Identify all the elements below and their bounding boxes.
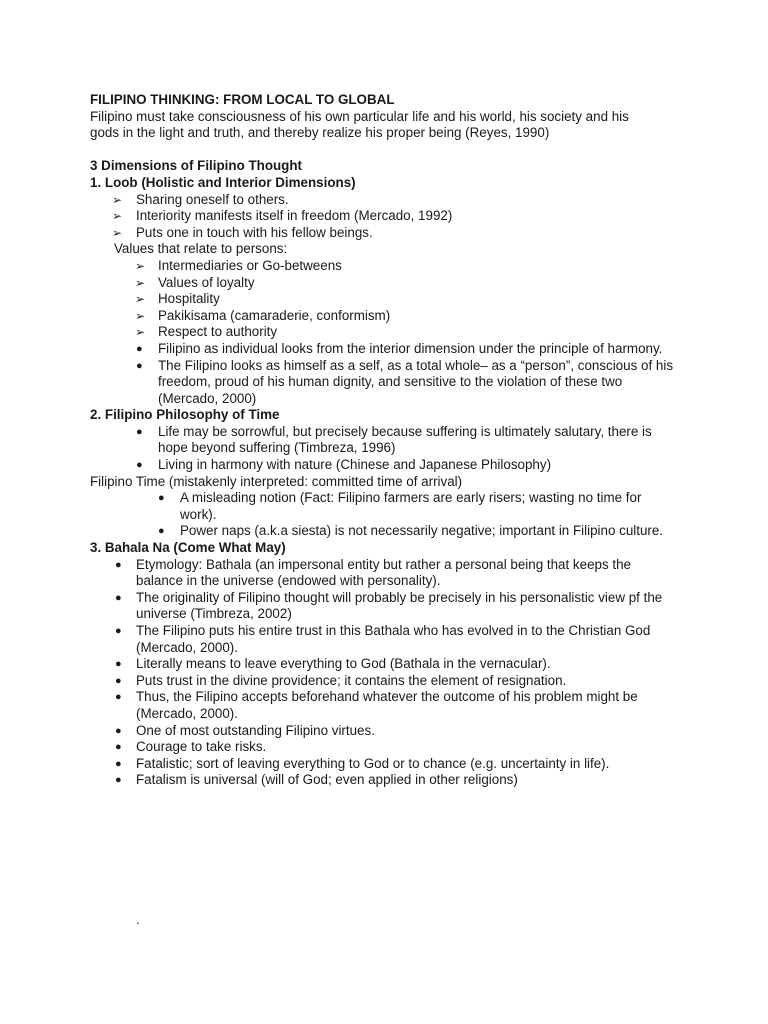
- bullet-dot-icon: ●: [136, 459, 143, 472]
- arrow-bullet-icon: ➢: [135, 275, 146, 290]
- arrow-bullet-icon: ➢: [112, 209, 123, 224]
- list-item: ● Fatalistic; sort of leaving everything to God or to chance (e.g. uncertainty in life).: [115, 755, 610, 771]
- list-item: ● Literally means to leave everything to God (Bathala in the vernacular).: [115, 656, 551, 672]
- bullet-dot-icon: ●: [115, 591, 122, 604]
- list-item: ➢ Pakikisama (camaraderie, conformism): [135, 307, 391, 323]
- arrow-bullet-icon: ➢: [135, 308, 146, 323]
- list-item: ➢ Respect to authority: [135, 324, 278, 340]
- bullet-dot-icon: ●: [136, 425, 143, 438]
- trailing-period: .: [136, 912, 140, 927]
- section-3-heading: 3. Bahala Na (Come What May): [90, 540, 286, 556]
- list-item: ● One of most outstanding Filipino virtues.: [115, 722, 375, 738]
- list-item: ● Fatalism is universal (will of God; even applied in other religions): [115, 772, 518, 788]
- bullet-dot-icon: ●: [115, 558, 122, 571]
- document-title: FILIPINO THINKING: FROM LOCAL TO GLOBAL: [90, 92, 395, 107]
- section-1-heading: 1. Loob (Holistic and Interior Dimensions): [90, 174, 356, 190]
- bullet-dot-icon: ●: [158, 492, 165, 505]
- list-item: ● The Filipino looks as himself as a self, as a total whole– as a “person”, conscious of his freedom, proud of his human dignity, and sensitive to the violation of these two (Mercado, 2000): [136, 357, 674, 406]
- list-item: ● Life may be sorrowful, but precisely because suffering is ultimately salutary, there is hope beyond suffering (Timbreza, 1996): [136, 423, 652, 456]
- bullet-dot-icon: ●: [115, 774, 122, 787]
- bullet-dot-icon: ●: [115, 658, 122, 671]
- arrow-bullet-icon: ➢: [112, 225, 123, 240]
- list-item: ➢ Sharing oneself to others.: [112, 191, 289, 207]
- list-item: ● Power naps (a.k.a siesta) is not necessarily negative; important in Filipino culture.: [158, 523, 664, 539]
- bullet-dot-icon: ●: [115, 741, 122, 754]
- section-2-heading: 2. Filipino Philosophy of Time: [90, 407, 280, 423]
- list-item: ● Courage to take risks.: [115, 739, 267, 755]
- bullet-dot-icon: ●: [115, 757, 122, 770]
- list-item: ● Puts trust in the divine providence; it contains the element of resignation.: [115, 672, 567, 688]
- list-item: ➢ Values of loyalty: [135, 274, 255, 290]
- list-item: ● Filipino as individual looks from the interior dimension under the principle of harmony.: [136, 340, 663, 356]
- filipino-time-label: Filipino Time (mistakenly interpreted: committed time of arrival): [90, 473, 463, 489]
- arrow-bullet-icon: ➢: [112, 192, 123, 207]
- dimensions-heading: 3 Dimensions of Filipino Thought: [90, 158, 303, 174]
- list-item: ● The originality of Filipino thought will probably be precisely in his personalistic view pf the universe (Timbreza, 2002): [115, 589, 663, 622]
- bullet-dot-icon: ●: [115, 625, 122, 637]
- bullet-dot-icon: ●: [115, 691, 122, 704]
- list-item: ● A misleading notion (Fact: Filipino farmers are early risers; wasting no time for work).: [158, 490, 642, 522]
- bullet-dot-icon: ●: [136, 359, 143, 372]
- list-item: ● The Filipino puts his entire trust in this Bathala who has evolved in to the Christian God (Mercado, 2000).: [115, 623, 651, 655]
- bullet-dot-icon: ●: [115, 724, 122, 737]
- list-item: ➢ Intermediaries or Go-betweens: [135, 257, 342, 273]
- list-item: ➢ Interiority manifests itself in freedom (Mercado, 1992): [112, 208, 453, 224]
- list-item: ● Etymology: Bathala (an impersonal entity but rather a personal being that keeps the balance in the universe (endowed with personality).: [115, 556, 632, 589]
- arrow-bullet-icon: ➢: [135, 292, 146, 307]
- list-item: ● Thus, the Filipino accepts beforehand whatever the outcome of his problem might be (Mercado, 2000).: [115, 689, 638, 721]
- document-page: [90, 92, 680, 789]
- list-item: ➢ Puts one in touch with his fellow beings.: [112, 224, 373, 240]
- list-item: ● Living in harmony with nature (Chinese and Japanese Philosophy): [136, 457, 552, 473]
- intro-line-2: gods in the light and truth, and thereby realize his proper being (Reyes, 1990): [90, 125, 550, 141]
- list-item: ➢ Hospitality: [135, 291, 220, 307]
- arrow-bullet-icon: ➢: [135, 325, 146, 340]
- values-label: Values that relate to persons:: [114, 241, 288, 257]
- bullet-dot-icon: ●: [115, 674, 122, 687]
- intro-line-1: Filipino must take consciousness of his own particular life and his world, his society and his: [90, 108, 629, 124]
- arrow-bullet-icon: ➢: [135, 258, 146, 273]
- bullet-dot-icon: ●: [136, 342, 143, 355]
- bullet-dot-icon: ●: [158, 525, 165, 538]
